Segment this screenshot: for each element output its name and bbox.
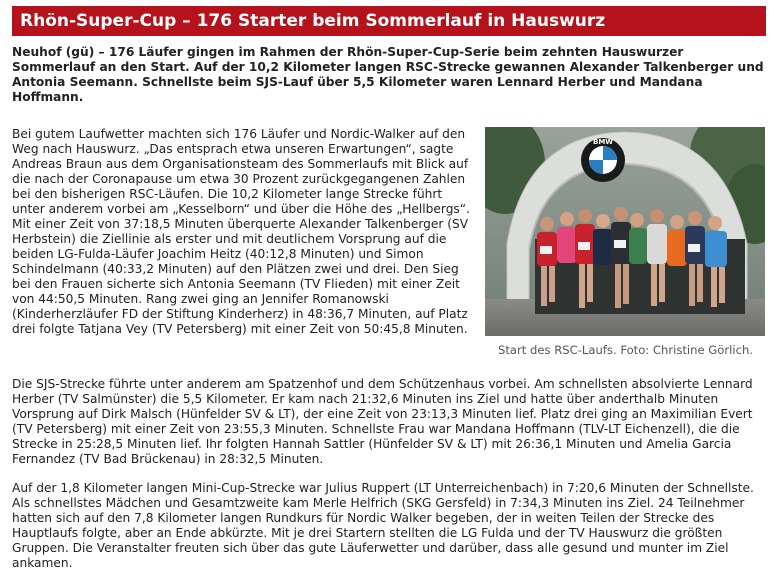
article-lead: Neuhof (gü) – 176 Läufer gingen im Rahmen der Rhön-Super-Cup-Serie beim zehnten Hauswurzer Sommerlauf an den Start. Auf der 10,2 Kilometer langen RSC-Strecke gewannen Alexander Talkenberger und Antonia Seemann. Schnellste beim SJS-Lauf über 5,5 Kilometer waren Lennard Herber und Mandana Hoffmann.	[12, 45, 764, 104]
article-paragraph-1: Bei gutem Laufwetter machten sich 176 Läufer und Nordic-Walker auf den Weg nach Hauswurz. „Das entsprach etwa unseren Erwartungen“, sagte Andreas Braun aus dem Organisationsteam des Sommerlaufs mit Blick auf die nach der Coronapause um etwa 30 Prozent zurückgegangenen Zahlen bei den bisherigen RSC-Läufen. Die 10,2 Kilometer lange Strecke führt unter anderem vorbei am „Kesselborn“ und über die Höhe des „Hellbergs“. Mit einer Zeit von 37:18,5 Minuten überquerte Alexander Talkenberger (SV Herbstein) die Ziellinie als erster und mit deutlichem Vorsprung auf die beiden LG-Fulda-Läufer Joachim Heitz (40:12,8 Minuten) und Simon Schindelmann (40:33,2 Minuten) auf den Plätzen zwei und drei. Den Sieg bei den Frauen sicherte sich Antonia Seemann (TV Flieden) mit einer Zeit von 44:50,5 Minuten. Rang zwei ging an Jennifer Romanowski (Kinderherzläufer FD der Stiftung Kinderherz) in 48:36,7 Minuten, auf Platz drei folgte Tatjana Vey (TV Petersberg) mit einer Zeit von 50:45,8 Minuten.	[12, 127, 470, 336]
article-paragraph-2: Die SJS-Strecke führte unter anderem am Spatzenhof und dem Schützenhaus vorbei. Am schnellsten absolvierte Lennard Herber (TV Salmünster) die 5,5 Kilometer. Er kam nach 21:32,6 Minuten ins Ziel und hatte über anderthalb Minuten Vorsprung auf Dirk Malsch (Hünfelder SV & LT), der eine Zeit von 23:13,3 Minuten lief. Platz drei ging an Maximilian Evert (TV Petersberg) mit einer Zeit von 23:55,3 Minuten. Schnellste Frau war Mandana Hoffmann (TLV-LT Eichenzell), die die Strecke in 25:28,5 Minuten lief. Ihr folgten Hannah Sattler (Hünfelder SV & LT) mit 26:36,1 Minuten und Amelia Garcia Fernandez (TV Bad Brückenau) in 28:32,5 Minuten.	[12, 377, 753, 466]
race-start-photo-graphic	[485, 127, 765, 336]
race-start-photo	[485, 127, 765, 336]
article-figure	[485, 127, 766, 357]
article-paragraph-3: Auf der 1,8 Kilometer langen Mini-Cup-Strecke war Julius Ruppert (LT Unterreichenbach) in 7:20,6 Minuten der Schnellste. Als schnellstes Mädchen und Gesamtzweite kam Merle Helfrich (SKG Gersfeld) in 7:34,3 Minuten ins Ziel. 24 Teilnehmer hatten sich auf den 7,8 Kilometer langen Rundkurs für Nordic Walker begeben, der in weiten Teilen der Strecke des Hauptlaufs folgte, aber an Ende abkürzte. Mit je drei Startern stellten die LG Fulda und der TV Hauswurz die größten Gruppen. Die Veranstalter freuten sich über das gute Läuferwetter und darüber, dass alle gesund und munter im Ziel ankamen.	[12, 481, 754, 570]
article-body-section	[12, 377, 766, 571]
photo-logo-text: BMW	[592, 138, 614, 146]
article-headline: Rhön-Super-Cup – 176 Starter beim Sommerlauf in Hauswurz	[12, 6, 766, 36]
photo-caption: Start des RSC-Laufs. Foto: Christine Görlich.	[498, 343, 753, 357]
article-intro-section	[12, 127, 766, 363]
